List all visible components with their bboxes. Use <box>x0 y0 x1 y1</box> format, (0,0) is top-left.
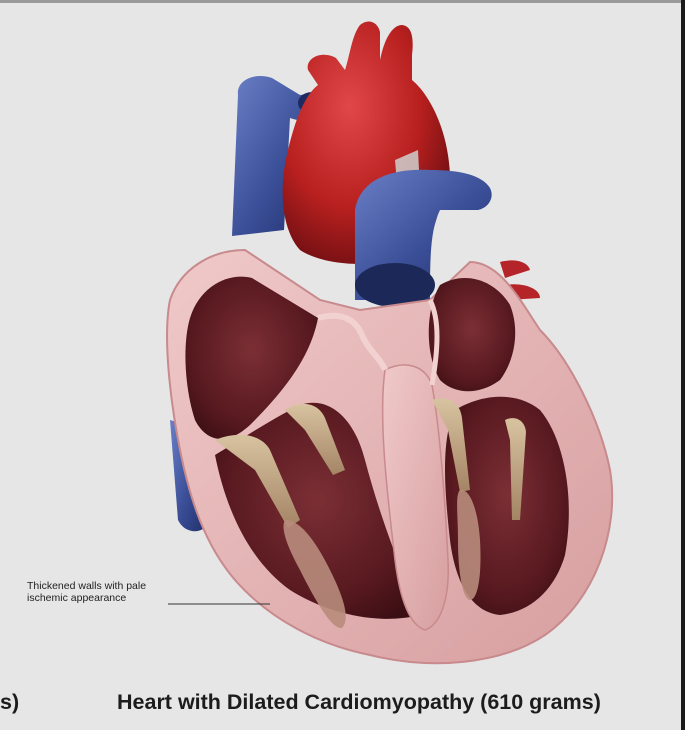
left-cut-text: s) <box>0 690 20 714</box>
annotation-line-1: Thickened walls with pale <box>27 580 147 592</box>
annotation-line-2: ischemic appearance <box>27 592 127 604</box>
right-edge-bar <box>681 0 685 730</box>
left-atrium-chamber <box>429 278 515 391</box>
annotation-label <box>27 580 146 604</box>
figure-caption: Heart with Dilated Cardiomyopathy (610 grams) <box>117 690 601 714</box>
